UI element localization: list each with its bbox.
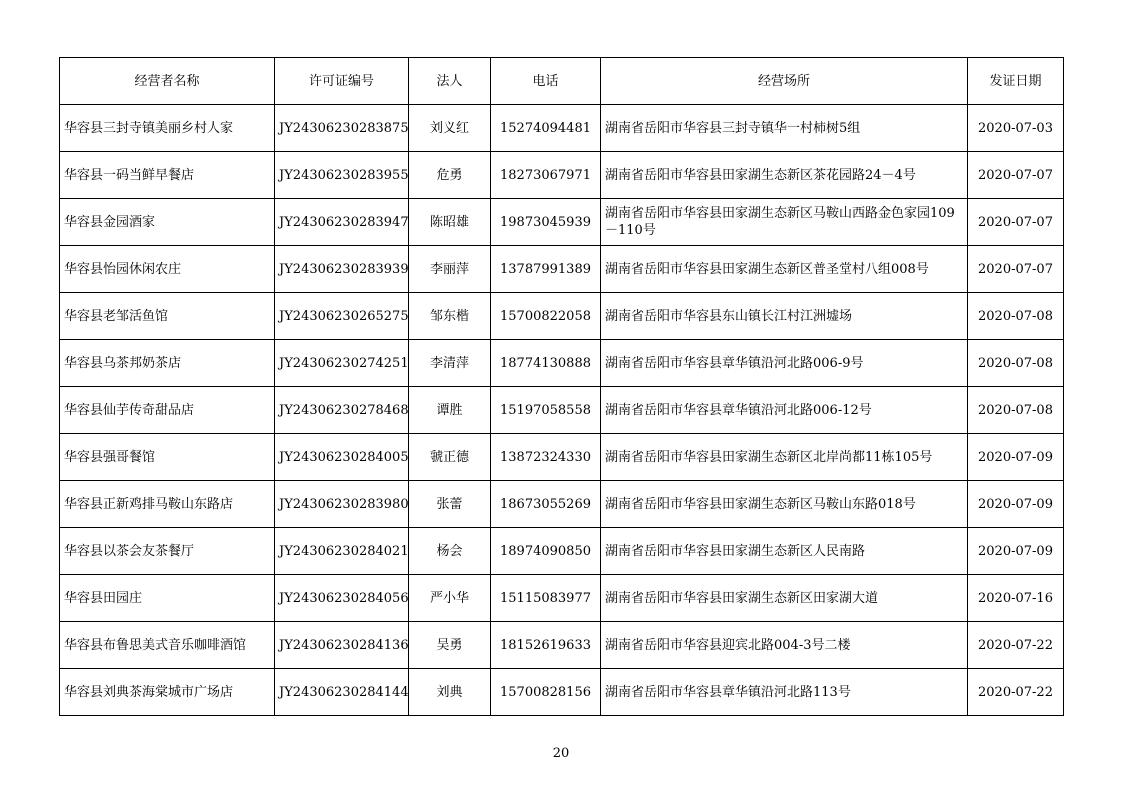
cell-business-address: 湖南省岳阳市华容县章华镇沿河北路113号 xyxy=(601,669,968,716)
cell-license-number: JY24306230283875 xyxy=(275,105,409,152)
cell-phone: 15274094481 xyxy=(491,105,601,152)
cell-legal-person: 李清萍 xyxy=(409,340,491,387)
table-row xyxy=(60,575,1064,622)
header-legal-person: 法人 xyxy=(409,58,491,105)
header-row xyxy=(60,58,1064,105)
cell-business-address: 湖南省岳阳市华容县迎宾北路004-3号二楼 xyxy=(601,622,968,669)
cell-issue-date: 2020-07-09 xyxy=(968,481,1064,528)
cell-operator-name: 华容县布鲁思美式音乐咖啡酒馆 xyxy=(60,622,275,669)
cell-license-number: JY24306230274251 xyxy=(275,340,409,387)
cell-legal-person: 谭胜 xyxy=(409,387,491,434)
table-row xyxy=(60,246,1064,293)
header-issue-date: 发证日期 xyxy=(968,58,1064,105)
cell-operator-name: 华容县强哥餐馆 xyxy=(60,434,275,481)
cell-business-address: 湖南省岳阳市华容县田家湖生态新区田家湖大道 xyxy=(601,575,968,622)
cell-issue-date: 2020-07-07 xyxy=(968,246,1064,293)
cell-phone: 19873045939 xyxy=(491,199,601,246)
cell-phone: 18774130888 xyxy=(491,340,601,387)
cell-issue-date: 2020-07-22 xyxy=(968,622,1064,669)
cell-license-number: JY24306230284144 xyxy=(275,669,409,716)
cell-operator-name: 华容县三封寺镇美丽乡村人家 xyxy=(60,105,275,152)
cell-business-address: 湖南省岳阳市华容县田家湖生态新区马鞍山东路018号 xyxy=(601,481,968,528)
license-table xyxy=(59,57,1064,716)
cell-license-number: JY24306230283939 xyxy=(275,246,409,293)
table-row xyxy=(60,152,1064,199)
cell-legal-person: 陈昭雄 xyxy=(409,199,491,246)
cell-phone: 18152619633 xyxy=(491,622,601,669)
cell-phone: 18673055269 xyxy=(491,481,601,528)
cell-issue-date: 2020-07-16 xyxy=(968,575,1064,622)
cell-license-number: JY24306230284005 xyxy=(275,434,409,481)
cell-phone: 13787991389 xyxy=(491,246,601,293)
cell-license-number: JY24306230265275 xyxy=(275,293,409,340)
cell-issue-date: 2020-07-07 xyxy=(968,199,1064,246)
header-phone: 电话 xyxy=(491,58,601,105)
cell-operator-name: 华容县正新鸡排马鞍山东路店 xyxy=(60,481,275,528)
cell-license-number: JY24306230283955 xyxy=(275,152,409,199)
table-row xyxy=(60,293,1064,340)
cell-operator-name: 华容县以茶会友茶餐厅 xyxy=(60,528,275,575)
cell-issue-date: 2020-07-08 xyxy=(968,340,1064,387)
cell-business-address: 湖南省岳阳市华容县田家湖生态新区马鞍山西路金色家园109－110号 xyxy=(601,199,968,246)
table-row xyxy=(60,340,1064,387)
cell-license-number: JY24306230283947 xyxy=(275,199,409,246)
cell-issue-date: 2020-07-03 xyxy=(968,105,1064,152)
cell-issue-date: 2020-07-09 xyxy=(968,434,1064,481)
header-operator-name: 经营者名称 xyxy=(60,58,275,105)
cell-legal-person: 吴勇 xyxy=(409,622,491,669)
table-row xyxy=(60,434,1064,481)
cell-legal-person: 张蕾 xyxy=(409,481,491,528)
cell-legal-person: 刘义红 xyxy=(409,105,491,152)
cell-legal-person: 严小华 xyxy=(409,575,491,622)
cell-operator-name: 华容县怡园休闲农庄 xyxy=(60,246,275,293)
cell-operator-name: 华容县田园庄 xyxy=(60,575,275,622)
table-row xyxy=(60,528,1064,575)
cell-legal-person: 邹东楷 xyxy=(409,293,491,340)
cell-legal-person: 危勇 xyxy=(409,152,491,199)
header-license-number: 许可证编号 xyxy=(275,58,409,105)
cell-legal-person: 虢正德 xyxy=(409,434,491,481)
cell-license-number: JY24306230284136 xyxy=(275,622,409,669)
cell-phone: 15700828156 xyxy=(491,669,601,716)
cell-phone: 13872324330 xyxy=(491,434,601,481)
table-row xyxy=(60,622,1064,669)
table-row xyxy=(60,199,1064,246)
cell-issue-date: 2020-07-07 xyxy=(968,152,1064,199)
page-number: 20 xyxy=(552,746,570,761)
table-row xyxy=(60,387,1064,434)
cell-phone: 15197058558 xyxy=(491,387,601,434)
table-row xyxy=(60,481,1064,528)
table-row xyxy=(60,669,1064,716)
cell-issue-date: 2020-07-09 xyxy=(968,528,1064,575)
cell-operator-name: 华容县乌茶邦奶茶店 xyxy=(60,340,275,387)
cell-license-number: JY24306230284056 xyxy=(275,575,409,622)
cell-legal-person: 李丽萍 xyxy=(409,246,491,293)
cell-legal-person: 杨会 xyxy=(409,528,491,575)
header-business-address: 经营场所 xyxy=(601,58,968,105)
cell-business-address: 湖南省岳阳市华容县三封寺镇华一村柿树5组 xyxy=(601,105,968,152)
cell-issue-date: 2020-07-08 xyxy=(968,387,1064,434)
cell-operator-name: 华容县老邹活鱼馆 xyxy=(60,293,275,340)
cell-operator-name: 华容县金园酒家 xyxy=(60,199,275,246)
cell-business-address: 湖南省岳阳市华容县东山镇长江村江洲墟场 xyxy=(601,293,968,340)
cell-business-address: 湖南省岳阳市华容县田家湖生态新区茶花园路24－4号 xyxy=(601,152,968,199)
cell-license-number: JY24306230284021 xyxy=(275,528,409,575)
cell-phone: 18974090850 xyxy=(491,528,601,575)
cell-legal-person: 刘典 xyxy=(409,669,491,716)
cell-phone: 15115083977 xyxy=(491,575,601,622)
cell-business-address: 湖南省岳阳市华容县田家湖生态新区普圣堂村八组008号 xyxy=(601,246,968,293)
cell-operator-name: 华容县刘典茶海棠城市广场店 xyxy=(60,669,275,716)
cell-license-number: JY24306230278468 xyxy=(275,387,409,434)
cell-phone: 18273067971 xyxy=(491,152,601,199)
cell-business-address: 湖南省岳阳市华容县章华镇沿河北路006-12号 xyxy=(601,387,968,434)
cell-phone: 15700822058 xyxy=(491,293,601,340)
cell-operator-name: 华容县一码当鲜早餐店 xyxy=(60,152,275,199)
cell-business-address: 湖南省岳阳市华容县田家湖生态新区北岸尚都11栋105号 xyxy=(601,434,968,481)
cell-issue-date: 2020-07-22 xyxy=(968,669,1064,716)
cell-license-number: JY24306230283980 xyxy=(275,481,409,528)
cell-business-address: 湖南省岳阳市华容县章华镇沿河北路006-9号 xyxy=(601,340,968,387)
cell-issue-date: 2020-07-08 xyxy=(968,293,1064,340)
table-row xyxy=(60,105,1064,152)
cell-business-address: 湖南省岳阳市华容县田家湖生态新区人民南路 xyxy=(601,528,968,575)
cell-operator-name: 华容县仙芋传奇甜品店 xyxy=(60,387,275,434)
